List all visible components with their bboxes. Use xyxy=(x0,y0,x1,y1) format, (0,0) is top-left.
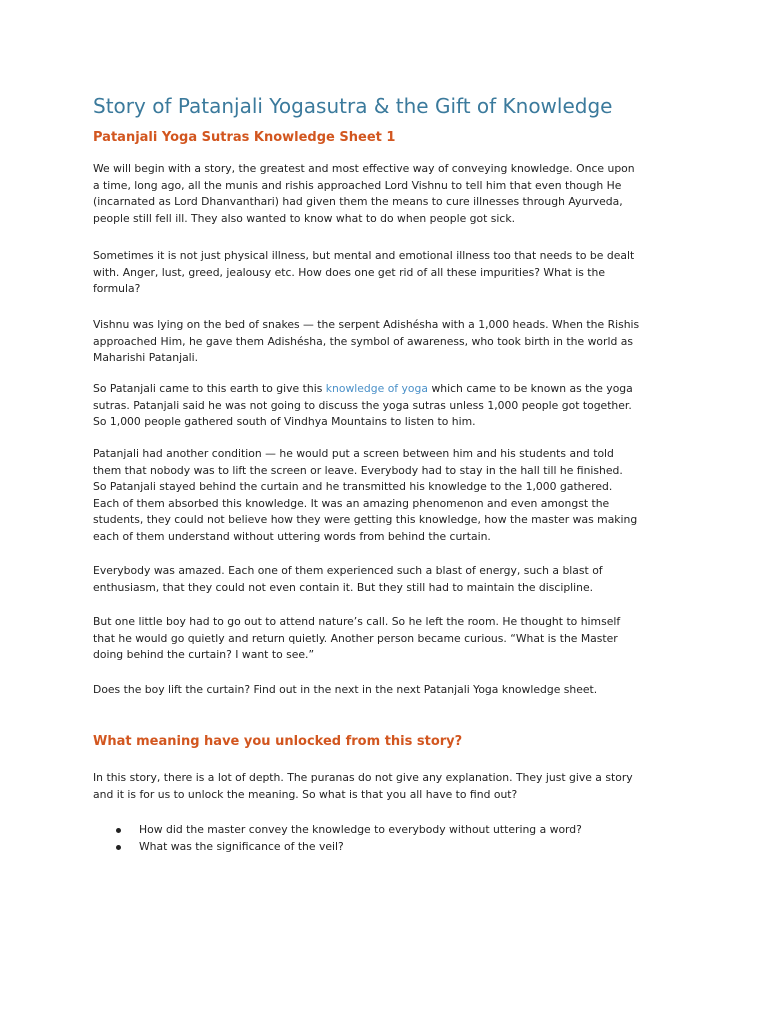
bullet-icon xyxy=(116,828,121,833)
paragraph-line: each of them understand without uttering words from behind the curtain. xyxy=(93,529,491,543)
list-item xyxy=(93,822,582,839)
paragraph-line: We will begin with a story, the greatest and most effective way of conveying knowledge. Once upon xyxy=(93,162,635,175)
paragraph-line: people still fell ill. They also wanted to know what to do when people got sick. xyxy=(93,211,516,225)
closing-paragraph xyxy=(93,770,693,803)
paragraph-line: students, they could not believe how they were getting this knowledge, how the master was making xyxy=(93,513,638,526)
list-item xyxy=(93,839,582,856)
paragraph-1 xyxy=(93,161,693,227)
paragraph-line: a time, long ago, all the munis and rishis approached Lord Vishnu to tell him that even though He xyxy=(93,178,622,192)
paragraph-line: So 1,000 people gathered south of Vindhya Mountains to listen to him. xyxy=(93,415,476,428)
list-item-text: How did the master convey the knowledge to everybody without uttering a word? xyxy=(139,823,582,836)
paragraph-line: In this story, there is a lot of depth. The puranas do not give any explanation. They just give a story xyxy=(93,771,633,784)
paragraph-line-with-link xyxy=(93,381,693,398)
paragraph-3 xyxy=(93,317,693,367)
paragraph-line: and it is for us to unlock the meaning. So what is that you all have to find out? xyxy=(93,787,518,801)
paragraph-line: sutras. Patanjali said he was not going to discuss the yoga sutras unless 1,000 people got together. xyxy=(93,398,632,412)
paragraph-line: Each of them absorbed this knowledge. It was an amazing phenomenon and even amongst the xyxy=(93,496,610,510)
knowledge-of-yoga-link[interactable]: knowledge of yoga xyxy=(325,382,429,395)
paragraph-text: which came to be known as the yoga xyxy=(428,382,633,395)
paragraph-line: Patanjali had another condition — he would put a screen between him and his students and told xyxy=(93,447,614,460)
paragraph-line: So Patanjali stayed behind the curtain and he transmitted his knowledge to the 1,000 gathered. xyxy=(93,480,613,493)
paragraph-7 xyxy=(93,614,693,664)
paragraph-5 xyxy=(93,446,693,545)
paragraph-8 xyxy=(93,682,693,699)
paragraph-line: (incarnated as Lord Dhanvanthari) had given them the means to cure illnesses through Ayurveda, xyxy=(93,195,623,208)
list-item-text: What was the significance of the veil? xyxy=(139,839,344,853)
paragraph-line: Maharishi Patanjali. xyxy=(93,351,199,364)
sheet-subtitle: Patanjali Yoga Sutras Knowledge Sheet 1 xyxy=(93,130,396,145)
paragraph-line: enthusiasm, that they could not even contain it. But they still had to maintain the discipline. xyxy=(93,580,594,594)
question-list xyxy=(93,822,582,855)
paragraph-line: approached Him, he gave them Adishésha, the symbol of awareness, who took birth in the world as xyxy=(93,334,633,348)
paragraph-line: them that nobody was to lift the screen or leave. Everybody had to stay in the hall till he finished. xyxy=(93,463,623,477)
bullet-icon xyxy=(116,845,121,850)
paragraph-line: Sometimes it is not just physical illness, but mental and emotional illness too that needs to be dealt xyxy=(93,249,635,262)
section-heading: What meaning have you unlocked from this story? xyxy=(93,734,463,749)
paragraph-line: Everybody was amazed. Each one of them experienced such a blast of energy, such a blast of xyxy=(93,564,603,577)
paragraph-2 xyxy=(93,248,693,298)
paragraph-line: Does the boy lift the curtain? Find out in the next in the next Patanjali Yoga knowledge sheet. xyxy=(93,683,598,696)
paragraph-line: Vishnu was lying on the bed of snakes — the serpent Adishésha with a 1,000 heads. When the Rishis xyxy=(93,318,640,331)
paragraph-6 xyxy=(93,563,693,596)
page-title: Story of Patanjali Yogasutra & the Gift of Knowledge xyxy=(93,94,613,118)
paragraph-line: formula? xyxy=(93,282,141,295)
paragraph-line: with. Anger, lust, greed, jealousy etc. How does one get rid of all these impurities? What is the xyxy=(93,265,606,279)
paragraph-line: that he would go quietly and return quietly. Another person became curious. “What is the Master xyxy=(93,631,618,645)
paragraph-line: doing behind the curtain? I want to see.” xyxy=(93,648,315,661)
paragraph-4 xyxy=(93,381,693,431)
paragraph-text: So Patanjali came to this earth to give this xyxy=(93,382,326,395)
paragraph-line: But one little boy had to go out to attend nature’s call. So he left the room. He thought to himself xyxy=(93,615,621,628)
